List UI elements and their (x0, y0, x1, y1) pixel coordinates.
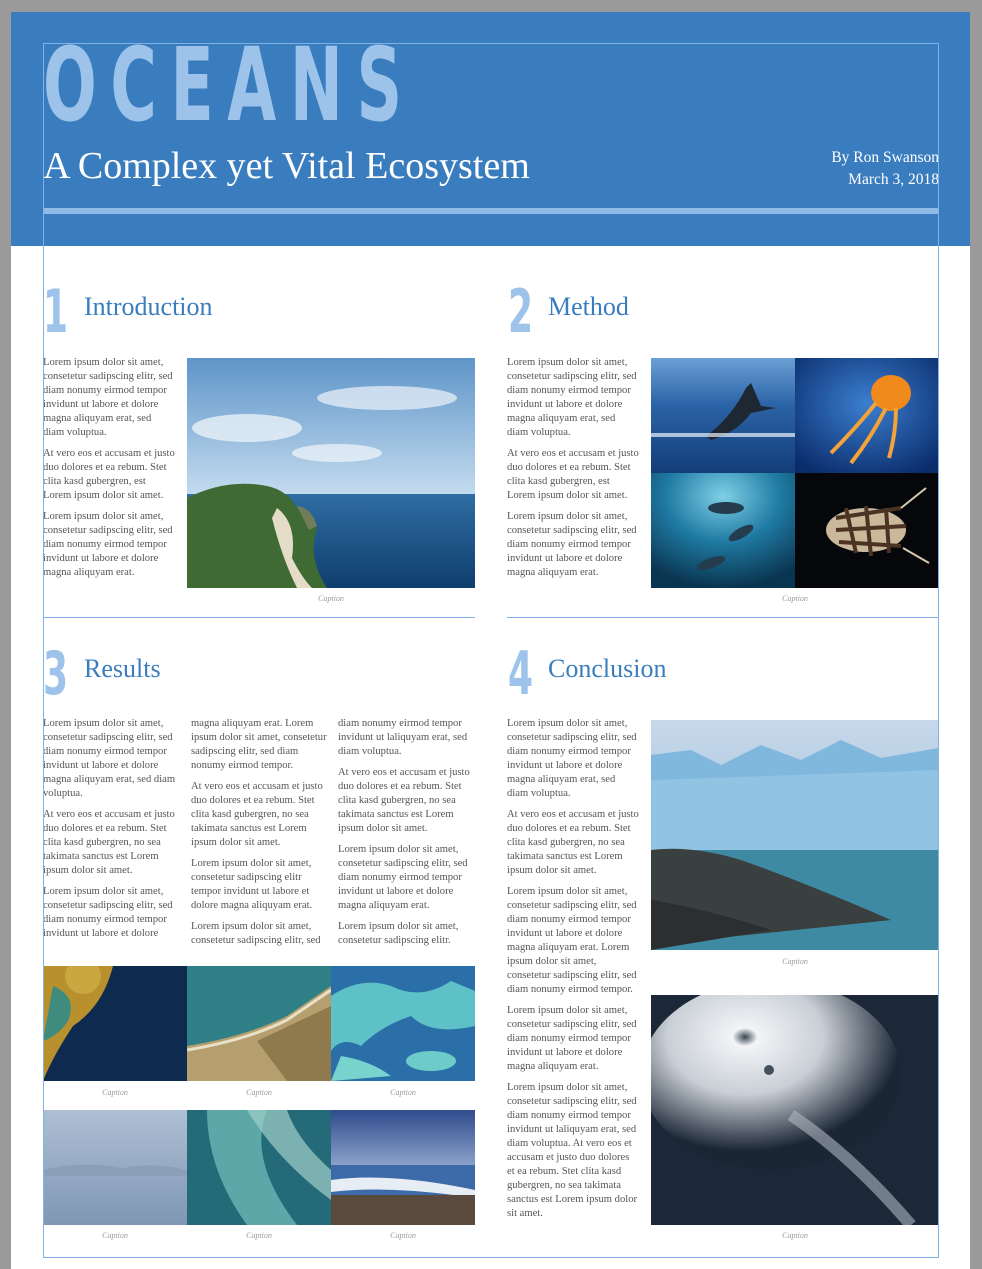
paragraph: At vero eos et accusam et justo duo dolores et ea rebum. Stet clita kasd gubergren, no sea takimata sanctus est Lorem ipsum dolor sit amet. (191, 781, 323, 848)
document-subtitle: A Complex yet Vital Ecosystem (43, 145, 530, 187)
header-banner (11, 12, 970, 246)
byline (831, 147, 939, 191)
misty-sea-photo (43, 1110, 187, 1225)
image-caption: Caption (782, 957, 808, 966)
results-column-2 (191, 717, 327, 955)
paragraph: Lorem ipsum dolor sit amet, consetetur sadipscing elitr, sed diam nonumy eirmod tempor invidunt ut labore et dolore magna aliquyam erat. (43, 511, 173, 578)
paragraph: Lorem ipsum dolor sit amet, consetetur sadipscing elitr, sed (191, 921, 321, 946)
image-caption: Caption (102, 1231, 128, 1240)
paragraph: Lorem ipsum dolor sit amet, consetetur sadipscing elitr, sed diam nonumy eirmod tempor invidunt ut labore et dolore magna aliquyam erat, sed diam voluptua. (507, 357, 637, 438)
section-title-results: Results (84, 654, 161, 683)
section-title-introduction: Introduction (84, 292, 213, 321)
coral-reef-photo (331, 966, 475, 1081)
aerial-algae-photo (43, 966, 187, 1081)
paragraph: Lorem ipsum dolor sit amet, consetetur sadipscing elitr. (338, 921, 459, 946)
section-number-3: 3 (43, 639, 69, 709)
image-caption: Caption (246, 1088, 272, 1097)
header-rule (43, 208, 939, 214)
paragraph: Lorem ipsum dolor sit amet, consetetur sadipscing elitr, sed diam nonumy eirmod tempor invidunt ut labore et dolore magna aliquyam erat. (338, 844, 468, 911)
image-caption: Caption (102, 1088, 128, 1097)
section-title-method: Method (548, 292, 629, 321)
paragraph: Lorem ipsum dolor sit amet, consetetur sadipscing elitr, sed diam nonumy eirmod tempor invidunt ut labore et dolore magna aliquyam erat. Lorem ipsum dolor sit amet, consetetur sadipscing elitr, sed diam nonumy eirmod tempor. (507, 886, 637, 995)
stormy-beach-photo (331, 1110, 475, 1225)
paragraph: At vero eos et accusam et justo duo dolores et ea rebum. Stet clita kasd gubergren, est Lorem ipsum dolor sit amet. (507, 448, 639, 501)
image-caption: Caption (390, 1231, 416, 1240)
author: By Ron Swanson (831, 149, 939, 166)
paragraph: Lorem ipsum dolor sit amet, consetetur sadipscing elitr tempor invidunt ut labore et dolore magna aliquyam erat. (191, 858, 313, 911)
paragraph: Lorem ipsum dolor sit amet, consetetur sadipscing elitr, sed diam nonumy eirmod tempor invidunt ut labore et dolore magna aliquyam erat, sed diam voluptua. (43, 718, 176, 799)
section-title-conclusion: Conclusion (548, 654, 667, 683)
paragraph: Lorem ipsum dolor sit amet, consetetur sadipscing elitr, sed diam nonumy eirmod tempor invidunt ut labore et dolore magna aliquyam erat, sed diam voluptua. (507, 718, 637, 799)
paragraph: Lorem ipsum dolor sit amet, consetetur sadipscing elitr, sed diam nonumy eirmod tempor invidunt ut labore et dolore magna aliquyam erat. (507, 1005, 637, 1072)
paragraph: diam nonumy eirmod tempor invidunt ut laliquyam erat, sed diam voluptua. (338, 718, 468, 757)
paragraph: At vero eos et accusam et justo duo dolores et ea rebum. Stet clita kasd gubergren, est Lorem ipsum dolor sit amet. (43, 448, 175, 501)
section-divider (507, 617, 939, 618)
section-number-1: 1 (43, 277, 69, 347)
paragraph: Lorem ipsum dolor sit amet, consetetur sadipscing elitr, sed diam nonumy eirmod tempor invidunt ut labore et dolore (43, 886, 173, 939)
coastline-photo (187, 358, 475, 588)
document-page (11, 12, 970, 1269)
image-caption: Caption (782, 1231, 808, 1240)
date: March 3, 2018 (848, 171, 939, 188)
results-column-1 (43, 717, 179, 948)
paragraph: Lorem ipsum dolor sit amet, consetetur sadipscing elitr, sed diam nonumy eirmod tempor invidunt ut labore et dolore magna aliquyam erat, sed diam voluptua. (43, 357, 173, 438)
document-title: OCEANS (43, 26, 416, 145)
paragraph: Lorem ipsum dolor sit amet, consetetur sadipscing elitr, sed diam nonumy eirmod tempor invidunt ut labore et dolore magna aliquyam erat. (507, 511, 637, 578)
glacier-photo (651, 720, 939, 950)
section-number-2: 2 (508, 277, 534, 347)
hurricane-satellite-photo (651, 995, 939, 1225)
section-number-4: 4 (508, 639, 534, 709)
results-column-3 (338, 717, 474, 955)
section-1-body (43, 356, 175, 587)
section-divider (43, 617, 475, 618)
paragraph: At vero eos et accusam et justo duo dolores et ea rebum. Stet clita kasd gubergren, no sea takimata sanctus est Lorem ipsum dolor sit amet. (338, 767, 470, 834)
wave-closeup-photo (187, 1110, 331, 1225)
image-caption: Caption (782, 594, 808, 603)
aerial-coast-photo (187, 966, 331, 1081)
section-4-body (507, 717, 639, 1228)
paragraph: At vero eos et accusam et justo duo dolores et ea rebum. Stet clita kasd gubergren, no sea takimata sanctus est Lorem ipsum dolor sit amet. (507, 809, 639, 876)
image-caption: Caption (318, 594, 344, 603)
paragraph: At vero eos et accusam et justo duo dolores et ea rebum. Stet clita kasd gubergren, no sea takimata sanctus est Lorem ipsum dolor sit amet. (43, 809, 175, 876)
section-2-body (507, 356, 639, 587)
image-caption: Caption (390, 1088, 416, 1097)
marine-life-grid (651, 358, 939, 588)
paragraph: magna aliquyam erat. Lorem ipsum dolor sit amet, consetetur sadipscing elitr, sed diam nonumy eirmod tempor. (191, 718, 327, 771)
paragraph: Lorem ipsum dolor sit amet, consetetur sadipscing elitr, sed diam nonumy eirmod tempor invidunt ut laliquyam erat, sed diam voluptua. At vero eos et accusam et justo duo dolores et ea rebum. Stet clita kasd gubergren, no sea takimata sanctus est Lorem ipsum dolor sit amet. (507, 1082, 638, 1219)
image-caption: Caption (246, 1231, 272, 1240)
